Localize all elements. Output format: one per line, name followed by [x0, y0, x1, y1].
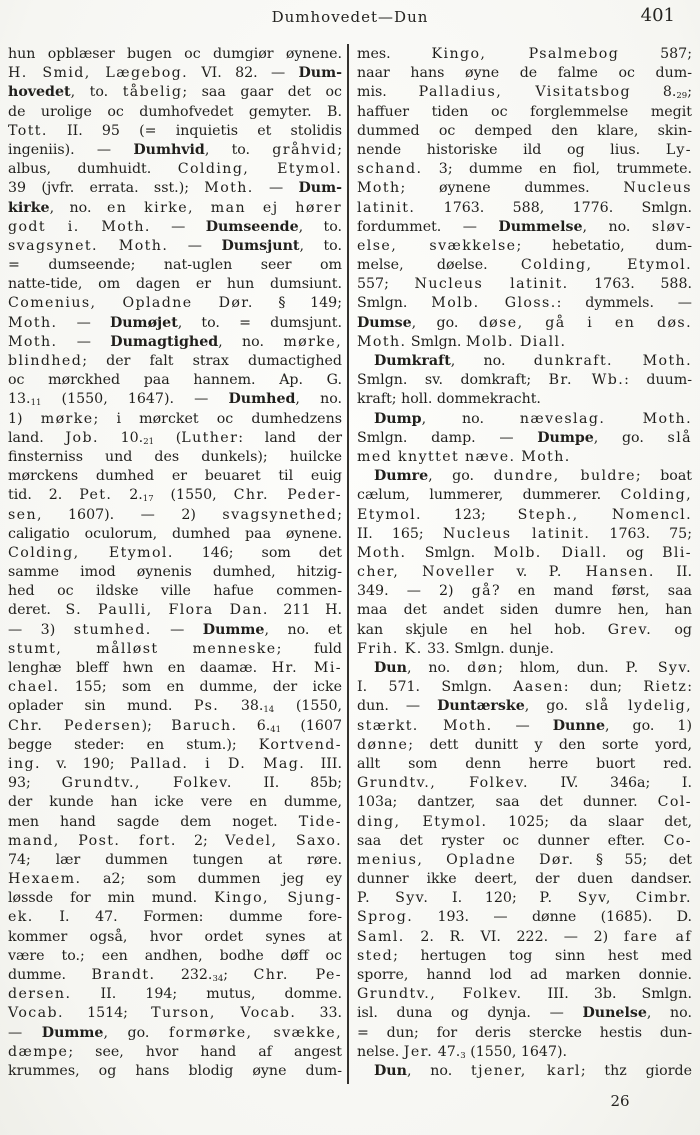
text-line: svagsynet. Moth. — Dumsjunt, to. [8, 237, 342, 254]
text-line: haffuer tiden oc forglemmelse megit [357, 103, 692, 120]
text-line: oc mørckhed paa hannem. Ap. G. [8, 372, 342, 389]
text-line: løssde for min mund. Kingo, Sjung- [8, 890, 342, 907]
text-line: P. Syv. I. 120; P. Syv, Cimbr. [357, 890, 692, 907]
text-line: Comenius, Opladne Dør. § 149; [8, 295, 342, 312]
text-line: dumme. Brandt. 232.34; Chr. Pe- [8, 967, 342, 984]
text-line: Dun, no. tjener, karl; thz giorde [374, 1062, 692, 1079]
text-line: Moth. Smlgn. Molb. Diall. og Bli- [357, 544, 692, 561]
text-line: I. 571. Smlgn. Aasen: dun; Rietz: [357, 679, 692, 696]
text-line: Dumse, go. døse, gå i en døs. [357, 314, 692, 331]
signature-number: 26 [610, 1092, 630, 1110]
text-line: mørckens dumhed er beuaret til euig [8, 468, 342, 485]
text-line: allt som denn herre buort red. [357, 755, 692, 772]
page-header [0, 0, 700, 34]
text-line: Frih. K. 33. Smlgn. dunje. [357, 640, 554, 657]
text-line: 93; Grundtv., Folkev. II. 85b; [8, 775, 342, 792]
text-line: stærkt. Moth. — Dunne, go. 1) [357, 717, 692, 734]
text-line: men hand sagde dem noget. Tide- [8, 813, 342, 830]
text-line: dønne; dett dunitt y den sorte yord, [357, 736, 692, 753]
text-line: fordummet. — Dummelse, no. sløv- [357, 218, 693, 235]
text-line: mes. Kingo, Psalmebog 587; [357, 46, 692, 62]
text-line: sted; hertugen tog sinn hest med [357, 947, 692, 964]
text-line: hed oc ildske ville hafue commen- [8, 583, 342, 600]
text-line: dunner ikke deert, der duen dandser. [357, 871, 692, 888]
page-number: 401 [640, 5, 675, 26]
text-line: tid. 2. Pet. 2.17 (1550, Chr. Peder- [8, 487, 342, 505]
text-line: cælum, lummerer, dummerer. Colding, [357, 487, 692, 504]
text-line: kan skjule en hel hob. Grev. og [357, 621, 692, 638]
text-line: saa det ryster oc dunner efter. Co- [357, 832, 692, 849]
text-line: lenghæ bleff hwn en daamæ. Hr. Mi- [8, 660, 342, 676]
text-line: 557; Nucleus latinit. 1763. 588. [357, 276, 692, 293]
text-line: isl. duna og dynja. — Dunelse, no. [357, 1005, 692, 1022]
text-column-right [357, 45, 692, 1081]
text-line: latinit. 1763. 588, 1776. Smlgn. [357, 199, 692, 216]
text-line: 103a; dantzer, saa det dunner. Col- [357, 794, 692, 811]
text-line: Dumkraft, no. dunkraft. Moth. [374, 353, 692, 369]
text-line: land. Job. 10.21 (Luther: land der [8, 429, 342, 447]
text-line: kirke, no. en kirke, man ej hører [8, 199, 343, 216]
text-line: melse, døelse. Colding, Etymol. [357, 257, 692, 274]
text-line: Smlgn. damp. — Dumpe, go. slå [357, 429, 692, 446]
running-title: Dumhovedet—Dun [271, 8, 429, 26]
text-line: hovedet, to. tåbelig; saa gaar det oc [8, 84, 342, 101]
text-line: mis. Palladius, Visitatsbog 8.29; [357, 84, 692, 102]
text-line: chael. 155; som en dumme, der icke [8, 679, 342, 696]
text-line: dersen. II. 194; mutus, domme. [8, 986, 342, 1003]
text-line: stumt, målløst menneske; fuld [8, 640, 342, 657]
text-line: kommer også, hvor ordet synes at [8, 928, 342, 945]
text-line: deret. S. Paulli, Flora Dan. 211 H. [8, 602, 342, 619]
text-line: else, svækkelse; hebetatio, dum- [357, 237, 692, 254]
text-line: ingeniis). — Dumhvid, to. gråhvid; [8, 141, 342, 158]
text-line: Grundtv., Folkev. III. 3b. Smlgn. [357, 986, 692, 1003]
text-line: begge steder: en stum.); Kortvend- [8, 736, 342, 753]
text-line: Colding, Etymol. 146; som det [8, 544, 342, 561]
text-line: kraft; holl. dommekracht. [357, 391, 541, 408]
text-line: dun. — Duntærske, go. slå lydelig, [357, 698, 692, 715]
text-line: II. 165; Nucleus latinit. 1763. 75; [357, 525, 692, 542]
text-line: Moth. Smlgn. Molb. Diall. [357, 333, 567, 350]
text-line: Moth; øynene dummes. Nucleus [357, 180, 692, 197]
text-line: Smlgn. sv. domkraft; Br. Wb.: duum- [357, 372, 692, 389]
text-line: cher, Noveller v. P. Hansen. II. [357, 564, 692, 581]
text-line: godt i. Moth. — Dumseende, to. [8, 218, 342, 235]
text-line: sen, 1607). — 2) svagsynethed; [8, 506, 342, 523]
text-line: menius, Opladne Dør. § 55; det [357, 851, 693, 868]
text-line: Dumre, go. dundre, buldre; boat [374, 468, 692, 485]
text-line: Etymol. 123; Steph., Nomencl. [357, 506, 692, 523]
text-line: ding, Etymol. 1025; da slaar det, [357, 813, 692, 830]
text-line: nende historiske ild og lius. Ly- [357, 141, 692, 158]
text-line: sporre, hannd lod ad marken donnie. [357, 967, 692, 983]
text-line: dummed oc demped den klare, skin- [357, 122, 692, 139]
text-line: Moth. — Dumøjet, to. = dumsjunt. [8, 314, 342, 331]
text-line: natte-tide, om dagen er hun dumsiunt. [8, 276, 342, 293]
text-line: Dump, no. næveslag. Moth. [374, 410, 692, 427]
text-line: der kunde han icke vere en dumme, [8, 794, 342, 811]
text-line: Chr. Pedersen); Baruch. 6.41 (1607 [8, 717, 342, 735]
text-line: nelse. Jer. 47.3 (1550, 1647). [357, 1043, 568, 1061]
text-line: albus, dumhuidt. Colding, Etymol. [8, 161, 343, 178]
text-line: hun opblæser bugen oc dumgiør øynene. [8, 46, 342, 62]
text-line: — Dumme, go. formørke, svække, [8, 1024, 342, 1041]
text-line: Hexaem. a2; som dummen jeg ey [8, 871, 342, 888]
text-line: være to.; een andhen, bodhe døff oc [8, 947, 342, 964]
text-line: maa det andet siden dumre hen, han [357, 602, 692, 619]
text-line: dæmpe; see, hvor hand af angest [8, 1043, 342, 1060]
text-line: naar hans øyne de falme oc dum- [357, 65, 692, 82]
text-line: Tott. II. 95 (= inquietis et stolidis [8, 122, 342, 139]
text-line: Moth. — Dumagtighed, no. mørke, [8, 333, 342, 350]
text-line: 349. — 2) gå? en mand først, saa [357, 583, 692, 600]
text-column-left [8, 45, 342, 1081]
text-line: Vocab. 1514; Turson, Vocab. 33. [8, 1005, 343, 1022]
column-divider-rule [347, 44, 349, 1084]
text-line: H. Smid, Lægebog. VI. 82. — Dum- [8, 65, 342, 82]
text-line: de urolige oc dumhofvedet gemyter. B. [8, 103, 342, 120]
text-line: ing. v. 190; Pallad. i D. Mag. III. [8, 755, 342, 772]
text-line: — 3) stumhed. — Dumme, no. et [8, 621, 342, 638]
text-line: 74; lær dummen tungen at røre. [8, 851, 342, 868]
text-line: finsterniss und des dunkels); huilcke [8, 448, 342, 465]
text-line: = dun; for deris stercke hestis dun- [357, 1024, 692, 1041]
text-line: 1) mørke; i mørcket oc dumhedzens [8, 410, 342, 427]
text-line: blindhed; der falt strax dumactighed [8, 353, 342, 369]
text-line: Dun, no. døn; hlom, dun. P. Syv. [374, 660, 692, 676]
text-line: caligatio oculorum, dumhed paa øynene. [8, 525, 342, 542]
text-line: 39 (jvfr. errata. sst.); Moth. — Dum- [8, 180, 342, 197]
text-line: med knyttet næve. Moth. [357, 448, 571, 465]
text-line: Sprog. 193. — dønne (1685). D. [357, 909, 692, 926]
text-line: samme imod øynenis dumhed, hitzig- [8, 564, 342, 581]
text-line: oplader sin mund. Ps. 38.14 (1550, [8, 698, 342, 716]
text-line: 13.11 (1550, 1647). — Dumhed, no. [8, 391, 343, 409]
text-line: ek. I. 47. Formen: dumme fore- [8, 909, 342, 926]
text-line: Grundtv., Folkev. IV. 346a; I. [357, 775, 692, 792]
text-line: = dumseende; nat-uglen seer om [8, 257, 342, 274]
text-line: Saml. 2. R. VI. 222. — 2) fare af [357, 928, 692, 945]
text-line: krummes, og hans blodig øyne dum- [8, 1062, 342, 1079]
text-line: mand, Post. fort. 2; Vedel, Saxo. [8, 832, 342, 849]
text-line: schand. 3; dumme en fiol, trummete. [357, 161, 692, 178]
text-line: Smlgn. Molb. Gloss.: dymmels. — [357, 295, 692, 312]
